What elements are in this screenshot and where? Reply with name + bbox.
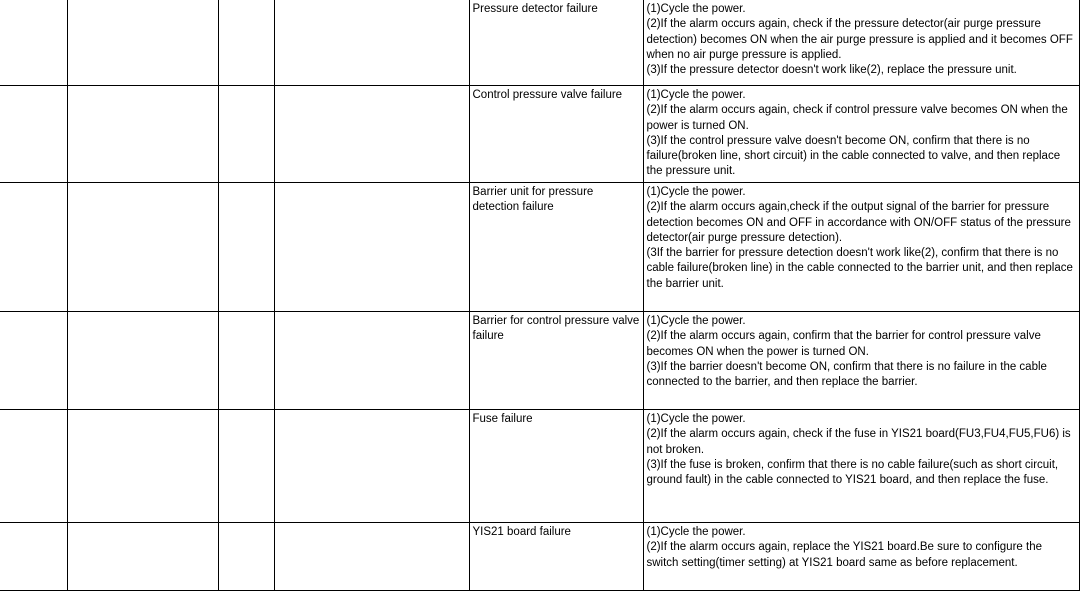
empty-cell [0,86,67,183]
empty-cell [67,410,218,523]
empty-cell [218,312,274,410]
empty-cell [67,523,218,591]
remedy-cell [643,523,1079,591]
empty-cell [0,0,67,86]
remedy-step: (2)If the alarm occurs again, check if the pressure detector(air purge pressure detection) becomes ON when the air purge pressure is applied and it becomes OFF when no air purge pressure is applied. [646,18,1073,61]
table-row [0,86,1079,183]
remedy-step: (2)If the alarm occurs again, replace the YIS21 board.Be sure to configure the switch setting(timer setting) at YIS21 board same as before replacement. [646,541,1042,569]
empty-cell [0,523,67,591]
empty-cell [218,183,274,312]
remedy-step: (2)If the alarm occurs again, check if the fuse in YIS21 board(FU3,FU4,FU5,FU6) is not broken. [646,428,1071,456]
cause-cell: Barrier unit for pressure detection failure [469,183,643,312]
remedy-step: (3If the barrier for pressure detection doesn't work like(2), confirm that there is no cable failure(broken line) in the cable connected to the barrier unit, and then replace the barrier unit. [646,247,1073,290]
empty-cell [274,183,469,312]
remedy-step: (2)If the alarm occurs again,check if the output signal of the barrier for pressure detection becomes ON and OFF in accordance with ON/OFF status of the pressure detector(air purge pressure detection). [646,201,1071,244]
table-row [0,183,1079,312]
remedy-step: (3)If the barrier doesn't become ON, confirm that there is no failure in the cable connected to the barrier, and then replace the barrier. [646,360,1047,389]
empty-cell [218,410,274,523]
remedy-step: (1)Cycle the power. [646,89,746,101]
cause-cell: Barrier for control pressure valve failure [469,312,643,410]
remedy-step: (2)If the alarm occurs again, check if control pressure valve becomes ON when the power is turned ON. [646,104,1068,132]
table-row [0,523,1079,591]
remedy-cell [643,86,1079,183]
remedy-step: (3)If the pressure detector doesn't work like(2), replace the pressure unit. [646,64,1017,77]
remedy-step: (1)Cycle the power. [646,413,746,425]
remedy-step: (1)Cycle the power. [646,3,746,15]
empty-cell [274,523,469,591]
empty-cell [274,410,469,523]
remedy-step: (3)If the control pressure valve doesn't become ON, confirm that there is no failure(broken line, short circuit) in the cable connected to valve, and then replace the pressure unit. [646,134,1061,178]
empty-cell [0,410,67,523]
cause-cell: YIS21 board failure [469,523,643,591]
empty-cell [274,86,469,183]
empty-cell [218,86,274,183]
remedy-cell [643,0,1079,86]
table-row [0,312,1079,410]
empty-cell [274,0,469,86]
cause-cell: Control pressure valve failure [469,86,643,183]
empty-cell [218,523,274,591]
cause-cell: Fuse failure [469,410,643,523]
empty-cell [0,183,67,312]
empty-cell [67,183,218,312]
cause-cell: Pressure detector failure [469,0,643,86]
empty-cell [274,312,469,410]
empty-cell [67,86,218,183]
empty-cell [218,0,274,86]
remedy-step: (1)Cycle the power. [646,315,746,327]
remedy-cell [643,183,1079,312]
remedy-cell [643,312,1079,410]
remedy-cell [643,410,1079,523]
table-row [0,410,1079,523]
empty-cell [0,312,67,410]
empty-cell [67,0,218,86]
remedy-step: (2)If the alarm occurs again, confirm that the barrier for control pressure valve becomes ON when the power is turned ON. [646,330,1041,358]
table-row [0,0,1079,86]
empty-cell [67,312,218,410]
remedy-step: (3)If the fuse is broken, confirm that there is no cable failure(such as short circuit, ground fault) in the cable connected to YIS21 board, and then replace the fuse. [646,458,1059,487]
remedy-step: (1)Cycle the power. [646,186,746,198]
remedy-step: (1)Cycle the power. [646,526,746,538]
